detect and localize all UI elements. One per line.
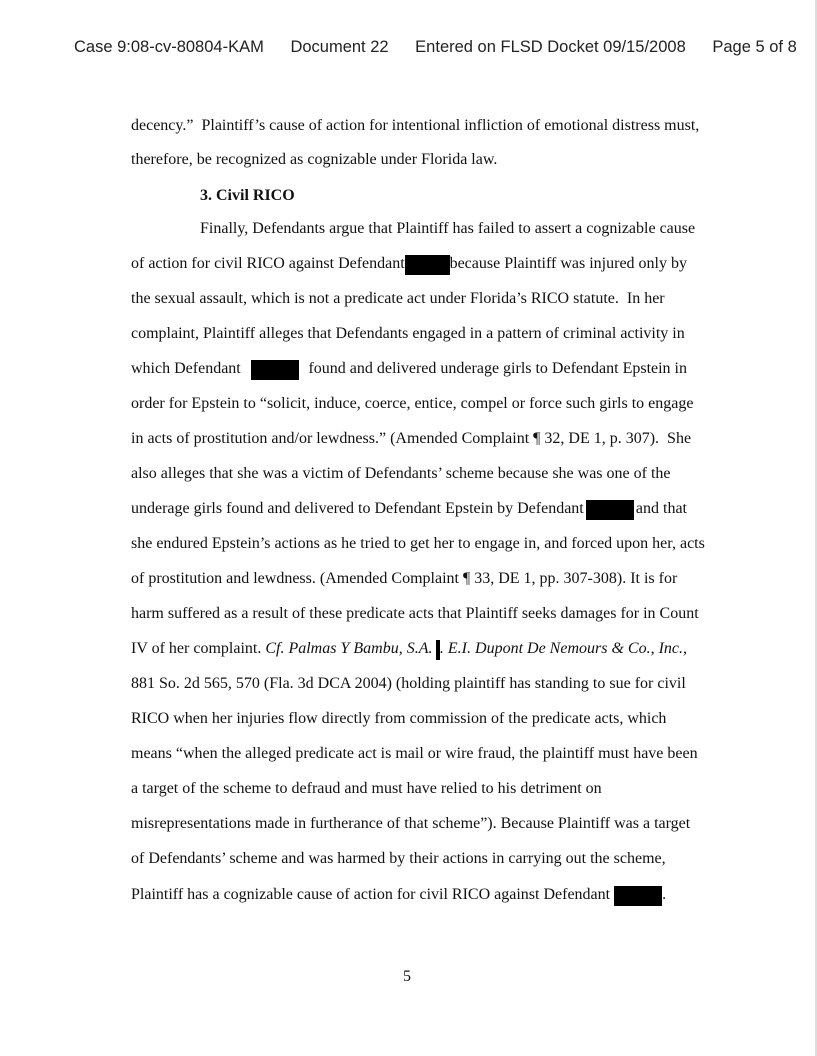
case-citation: . E.I. Dupont De Nemours & Co., Inc. [439, 640, 683, 657]
case-header [74, 38, 817, 57]
line-text: misrepresentations made in furtherance of that scheme”). Because Plaintiff was a target [131, 815, 691, 832]
line-text: IV of her complaint. [131, 640, 266, 657]
text-line [131, 535, 705, 553]
case-number: Case 9:08-cv-80804-KAM [74, 38, 264, 56]
line-text: order for Epstein to “solicit, induce, coerce, entice, compel or force such girls to engage [131, 395, 694, 412]
line-text: harm suffered as a result of these predicate acts that Plaintiff seeks damages for in Count [131, 605, 699, 622]
line-text: also alleges that she was a victim of Defendants’ scheme because she was one of the [131, 465, 671, 482]
line-text: of action for civil RICO against Defendant [131, 255, 405, 272]
text-line [131, 780, 687, 798]
line-text: Plaintiff has a cognizable cause of action for civil RICO against Defendant [131, 886, 611, 903]
document-number: Document 22 [290, 38, 389, 56]
page-count: Page 5 of 8 [712, 38, 797, 56]
section-heading: 3. Civil RICO [200, 187, 295, 204]
text-line [131, 850, 687, 868]
line-text: therefore, be recognized as cognizable under Florida law. [131, 151, 498, 168]
line-text: complaint, Plaintiff alleges that Defendants engaged in a pattern of criminal activity in [131, 325, 685, 342]
line-text: a target of the scheme to defraud and must have relied to his detriment on [131, 780, 602, 797]
redaction [586, 500, 634, 520]
page-number: 5 [403, 968, 411, 985]
line-text: in acts of prostitution and/or lewdness.” (Amended Complaint ¶ 32, DE 1, p. 307). She [131, 430, 692, 447]
redaction [251, 360, 299, 380]
line-text: Finally, Defendants argue that Plaintiff has failed to assert a cognizable cause [200, 220, 696, 237]
line-text: found and delivered underage girls to Defendant Epstein in [308, 360, 687, 377]
line-text: and that [635, 500, 687, 517]
text-line [131, 430, 692, 448]
line-text: because Plaintiff was injured only by [449, 255, 687, 272]
line-text: RICO when her injuries flow directly from commission of the predicate acts, which [131, 710, 667, 727]
redaction [405, 255, 450, 275]
case-citation: Cf. Palmas Y Bambu, S.A. [265, 640, 433, 657]
line-text: means “when the alleged predicate act is mail or wire fraud, the plaintiff must have been [131, 745, 698, 762]
line-text: which Defendant [131, 360, 241, 377]
redaction [614, 886, 662, 906]
text-line [131, 290, 687, 308]
line-text: 881 So. 2d 565, 570 (Fla. 3d DCA 2004) (holding plaintiff has standing to sue for civil [131, 675, 686, 692]
text-line [131, 570, 687, 588]
text-line [131, 745, 698, 763]
line-text: decency.” Plaintiff’s cause of action for intentional infliction of emotional distress must, [131, 117, 700, 134]
text-line [131, 360, 687, 380]
text-line [131, 465, 687, 483]
text-line [131, 325, 687, 343]
text-line [131, 500, 687, 520]
text-line [131, 886, 687, 906]
text-line [131, 640, 687, 660]
docket-entry: Entered on FLSD Docket 09/15/2008 [415, 38, 686, 56]
line-text: . [662, 886, 667, 903]
text-line [131, 815, 691, 833]
text-line [131, 710, 687, 728]
line-text: underage girls found and delivered to Defendant Epstein by Defendant [131, 500, 584, 517]
text-line [131, 151, 687, 169]
line-text: the sexual assault, which is not a predicate act under Florida’s RICO statute. In her [131, 290, 665, 307]
text-line [131, 675, 687, 693]
text-line [200, 220, 696, 238]
line-text: , [683, 640, 687, 657]
line-text: of prostitution and lewdness. (Amended Complaint ¶ 33, DE 1, pp. 307-308). It is for [131, 570, 678, 587]
text-line [131, 605, 699, 623]
text-line [131, 117, 700, 135]
text-line [131, 255, 687, 275]
line-text: of Defendants’ scheme and was harmed by their actions in carrying out the scheme, [131, 850, 666, 867]
line-text: she endured Epstein’s actions as he tried to get her to engage in, and forced upon her, acts [131, 535, 705, 552]
text-line [131, 395, 694, 413]
